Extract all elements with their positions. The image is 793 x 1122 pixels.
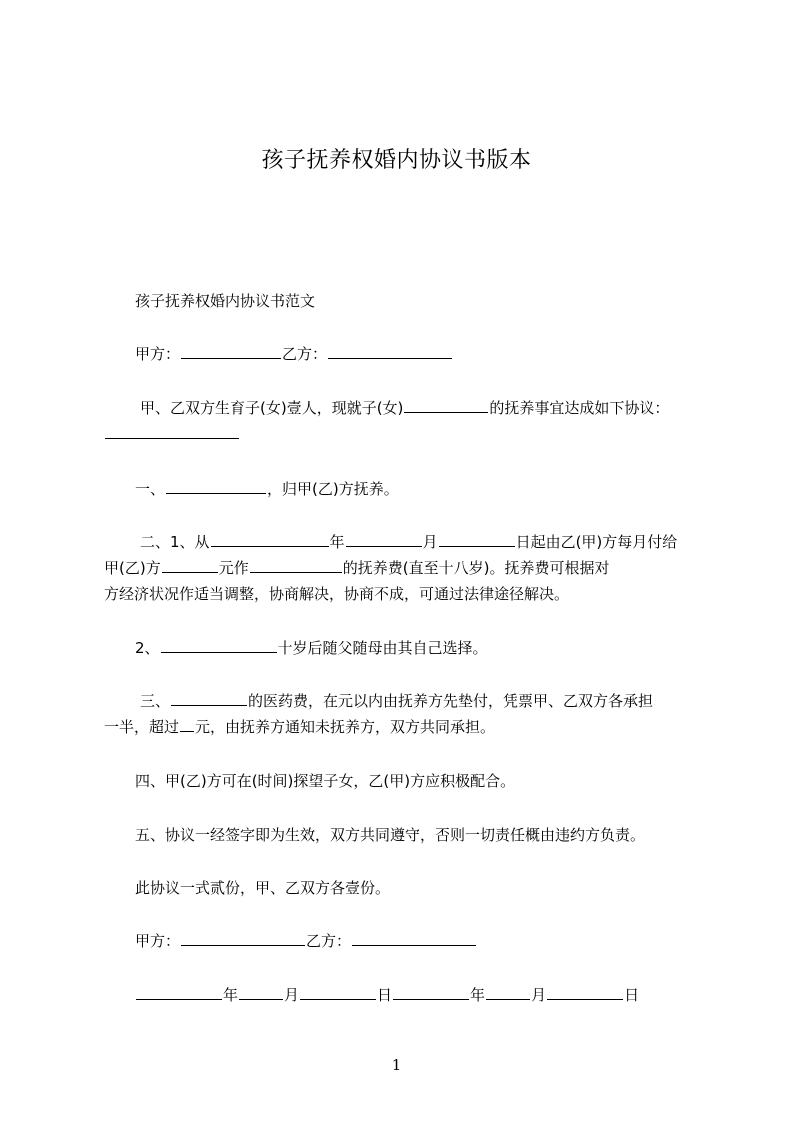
date-a-month: 月 xyxy=(284,986,300,1004)
clause-2-text-end: 日起由乙(甲)方每月付给 xyxy=(515,533,678,551)
clause-2-l2-end: 的抚养费(直至十八岁)。抚养费可根据对 xyxy=(342,559,610,577)
clause-2-text-a: 二、1、从 xyxy=(140,533,210,551)
date-b-day-blank[interactable] xyxy=(547,985,623,1000)
clause-1-suffix: ，归甲(乙)方抚养。 xyxy=(267,480,399,498)
date-a-day-blank[interactable] xyxy=(300,985,376,1000)
intro-blank[interactable] xyxy=(105,424,239,439)
date-a-day: 日 xyxy=(377,986,393,1004)
clause-2-line-1 xyxy=(140,532,677,552)
clause-3-blank[interactable] xyxy=(171,691,247,706)
clause-2-month: 月 xyxy=(422,533,438,551)
clause-2-month-blank[interactable] xyxy=(346,532,422,547)
clause-3-limit-blank[interactable] xyxy=(180,717,194,732)
signature-line xyxy=(135,931,477,951)
clause-3-l2-a: 一半，超过 xyxy=(104,718,180,736)
clause-2-l2-a: 甲(乙)方 xyxy=(104,559,161,577)
copies-note: 此协议一式贰份，甲、乙双方各壹份。 xyxy=(135,879,391,897)
clause-2-year-blank[interactable] xyxy=(211,532,329,547)
clause-5: 五、协议一经签字即为生效，双方共同遵守，否则一切责任概由违约方负责。 xyxy=(135,826,646,844)
sign-party-a-blank[interactable] xyxy=(181,931,305,946)
clause-3-line-2 xyxy=(104,717,495,737)
page-number: 1 xyxy=(391,1056,402,1074)
subtitle: 孩子抚养权婚内协议书范文 xyxy=(135,292,316,310)
clause-2-purpose-blank[interactable] xyxy=(250,558,342,573)
date-line xyxy=(135,985,639,1005)
clause-2-2-blank[interactable] xyxy=(161,638,277,653)
clause-1-blank[interactable] xyxy=(166,479,266,494)
date-b-month-blank[interactable] xyxy=(486,985,530,1000)
sign-party-b-label: 乙方： xyxy=(306,932,352,950)
document-title: 孩子抚养权婚内协议书版本 xyxy=(261,148,532,173)
clause-1-prefix: 一、 xyxy=(135,480,166,498)
clause-2-amount-blank[interactable] xyxy=(162,558,218,573)
party-a-blank[interactable] xyxy=(181,344,281,359)
clause-2-2-prefix: 2、 xyxy=(135,639,160,657)
party-b-label: 乙方： xyxy=(282,345,328,363)
clause-2-line-3: 方经济状况作适当调整，协商解决，协商不成，可通过法律途径解决。 xyxy=(104,585,570,603)
intro-line-1 xyxy=(140,398,669,418)
clause-1 xyxy=(135,479,399,499)
clause-2-l2-b: 元作 xyxy=(218,559,249,577)
clause-2-year: 年 xyxy=(329,533,345,551)
intro-line-2 xyxy=(104,424,240,444)
sign-party-a-label: 甲方： xyxy=(135,932,181,950)
date-b-year-blank[interactable] xyxy=(393,985,469,1000)
clause-4: 四、甲(乙)方可在(时间)探望子女，乙(甲)方应积极配合。 xyxy=(135,772,516,790)
date-a-year: 年 xyxy=(223,986,239,1004)
clause-2-line-2 xyxy=(104,558,609,578)
party-b-blank[interactable] xyxy=(328,344,452,359)
clause-3-prefix: 三、 xyxy=(140,692,171,710)
date-b-day: 日 xyxy=(624,986,640,1004)
intro-text: 甲、乙双方生育子(女)壹人，现就子(女) xyxy=(140,399,404,417)
intro-text-end: 的抚养事宜达成如下协议： xyxy=(489,399,670,417)
sign-party-b-blank[interactable] xyxy=(352,931,476,946)
date-b-year: 年 xyxy=(470,986,486,1004)
date-b-month: 月 xyxy=(531,986,547,1004)
clause-2-day-blank[interactable] xyxy=(439,532,515,547)
clause-3-text: 的医药费，在元以内由抚养方先垫付，凭票甲、乙双方各承担 xyxy=(248,692,654,710)
party-line xyxy=(135,344,453,364)
clause-3-l2-end: 元，由抚养方通知未抚养方，双方共同承担。 xyxy=(195,718,496,736)
party-a-label: 甲方： xyxy=(135,345,181,363)
clause-3-line-1 xyxy=(140,691,653,711)
date-a-month-blank[interactable] xyxy=(239,985,283,1000)
date-a-year-blank[interactable] xyxy=(136,985,222,1000)
clause-2-2-suffix: 十岁后随父随母由其自己选择。 xyxy=(277,639,488,657)
clause-2-2 xyxy=(135,638,488,658)
child-name-blank[interactable] xyxy=(404,398,488,413)
